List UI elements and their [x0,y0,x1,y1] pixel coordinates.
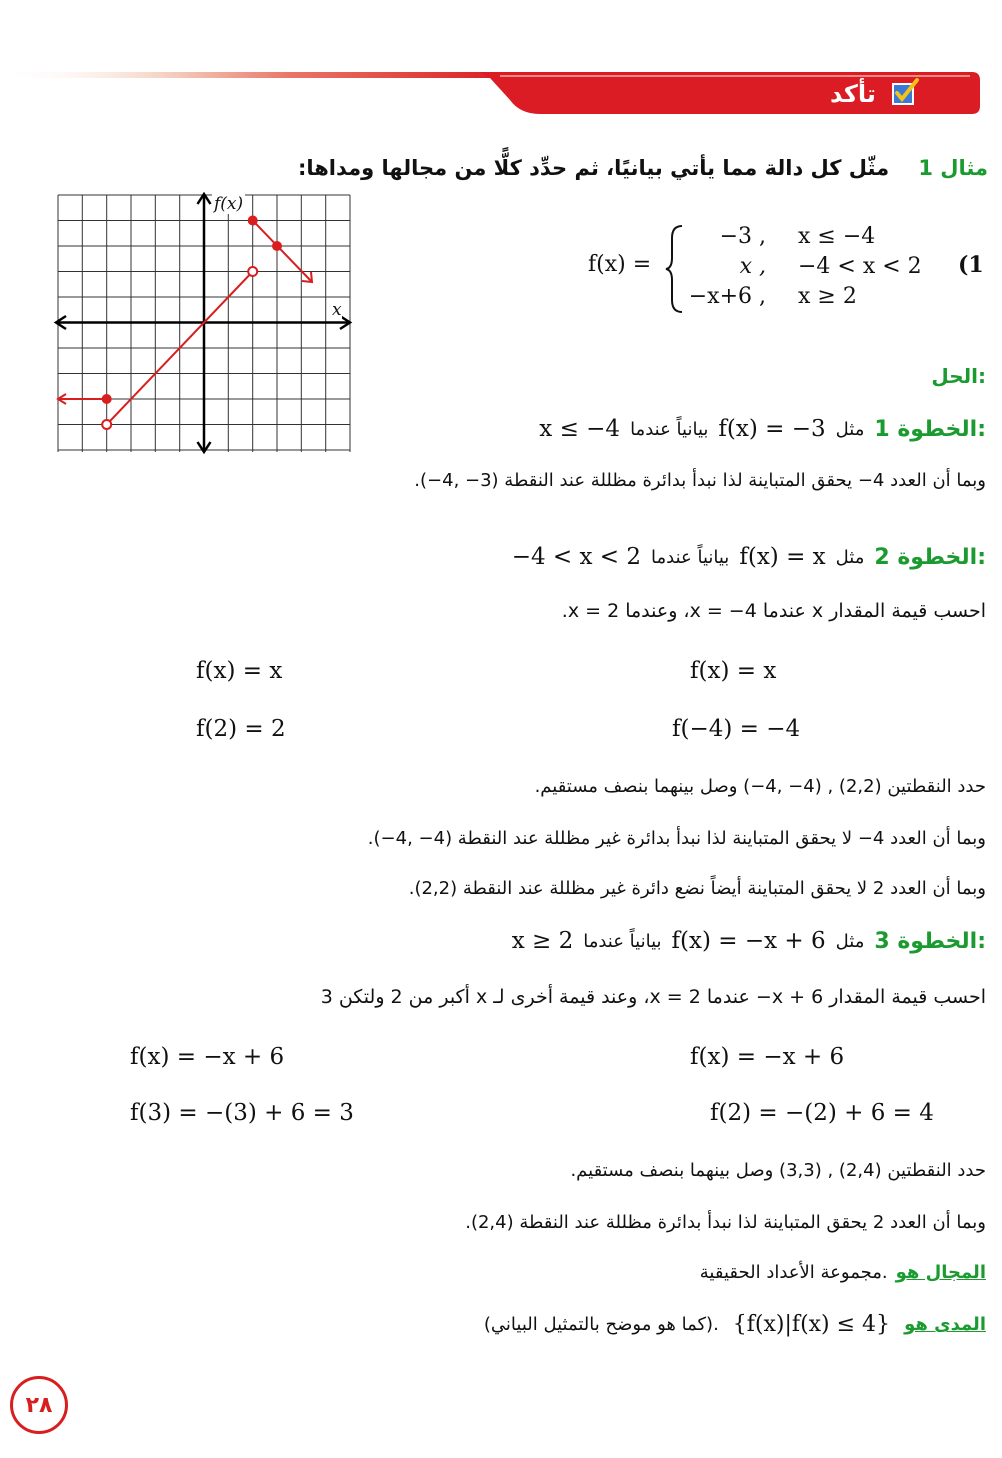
piecewise-lhs: f(x) = [588,252,652,277]
step3-right-eq-1-text: f(x) = −x + 6 [690,1044,845,1070]
item-number: (1 [958,252,984,278]
solution-label [931,364,986,388]
header-title: تأكد [830,80,876,108]
step3-math-b: x ≥ 2 [511,928,574,954]
brace-icon [664,224,686,314]
step1-text-a: مثل [835,418,865,440]
step2-note1: حدد النقطتين (2,2) , (4− ,4−) وصل بينهما بنصف مستقيم. [534,776,986,797]
step1-text-b: بيانياً عندما [630,418,709,440]
range-math: {f(x)|f(x) ≤ 4} [732,1312,891,1337]
closed-point-neg4 [102,394,112,404]
domain-text: مجموعة الأعداد الحقيقية. [699,1262,888,1283]
open-point-2 [248,267,257,276]
solution-label-text: الحل: [931,364,986,388]
step2-right-eq-2-text: f(−4) = −4 [672,716,801,742]
step3-right-eq-1 [690,1044,844,1070]
step3-left-eq-1-text: f(x) = −x + 6 [130,1044,285,1070]
example-label: مثال 1 [918,156,988,180]
step2-left-eq-1-text: f(x) = x [196,658,283,684]
step2-right-eq-1 [690,658,776,684]
step2-left-eq-2-text: f(2) = 2 [196,716,286,742]
step2-instruction: احسب قيمة المقدار x عندما 4− = x، وعندما 2 = x. [561,600,986,622]
piece-cond-1: x ≤ −4 [798,224,876,249]
piece-expr-3: −x+6 , [688,284,766,309]
piece-expr-1: −3 , [719,224,766,249]
step2-left-eq-1 [196,658,282,684]
step3-text-b: بيانياً عندما [583,930,662,952]
step3-left-eq-1 [130,1044,284,1070]
x-axis-label: x [332,300,342,320]
step2-text-a: مثل [835,546,865,568]
step2-math-a: f(x) = x [739,544,826,570]
step3-left-eq-2 [130,1100,354,1126]
step2-note3: وبما أن العدد 2 لا يحقق المتباينة أيضاً نضع دائرة غير مظللة عند النقطة (2,2). [408,878,986,899]
step2-note2: وبما أن العدد 4− لا يحقق المتباينة لذا نبدأ بدائرة غير مظللة عند النقطة (4− ,4−). [367,828,986,849]
step3-line [512,924,986,958]
step1-note: وبما أن العدد 4− يحقق المتباينة لذا نبدأ بدائرة مظللة عند النقطة (3− ,4−). [414,470,986,491]
piece-cond-3: x ≥ 2 [798,284,857,309]
step2-title: الخطوة 2: [874,544,986,570]
range-label: المدى هو [904,1314,986,1335]
page-number: ٢٨ [25,1392,53,1418]
step3-right-eq-2-text: f(2) = −(2) + 6 = 4 [710,1100,934,1126]
step3-note1: حدد النقطتين (2,4) , (3,3) وصل بينهما بنصف مستقيم. [570,1160,986,1181]
step1-math-b: x ≤ −4 [539,416,621,442]
step2-text-b: بيانياً عندما [651,546,730,568]
open-point-neg4 [102,420,111,429]
domain-label: المجال هو [895,1262,986,1283]
step2-left-eq-2 [196,716,286,742]
step3-text-a: مثل [835,930,865,952]
closed-point-2 [248,216,258,226]
range-line [484,1312,986,1337]
step1-math-a: f(x) = −3 [718,416,826,442]
step2-right-eq-1-text: f(x) = x [690,658,777,684]
y-axis-label: f(x) [214,194,244,214]
closed-point-3 [272,241,282,251]
example-prompt: مثّل كل دالة مما يأتي بيانيًا، ثم حدِّد كلًّا من مجالها ومداها: [297,156,890,180]
step2-math-b: −4 < x < 2 [511,544,641,570]
step3-right-eq-2 [710,1100,934,1126]
page-number-badge [10,1376,68,1434]
step1-title: الخطوة 1: [874,416,986,442]
step3-note2: وبما أن العدد 2 يحقق المتباينة لذا نبدأ بدائرة مظللة عند النقطة (2,4). [465,1212,986,1233]
step2-right-eq-2 [672,716,800,742]
domain-line [700,1262,986,1283]
step2-line [512,540,986,574]
piece-expr-2: x , [739,254,766,279]
piece-cond-2: −4 < x < 2 [798,254,922,279]
step3-instruction: احسب قيمة المقدار 6 + x− عندما 2 = x، وعند قيمة أخرى لـ x أكبر من 2 ولتكن 3 [320,986,986,1008]
step3-left-eq-2-text: f(3) = −(3) + 6 = 3 [130,1100,354,1126]
range-text: (كما هو موضح بالتمثيل البياني). [483,1314,719,1335]
function-graph [52,190,354,456]
step3-title: الخطوة 3: [874,928,986,954]
check-box-icon [890,78,920,108]
piecewise-function [588,222,988,314]
step1-line [539,412,986,446]
example-prompt-line [298,156,988,180]
step3-math-a: f(x) = −x + 6 [671,928,826,954]
